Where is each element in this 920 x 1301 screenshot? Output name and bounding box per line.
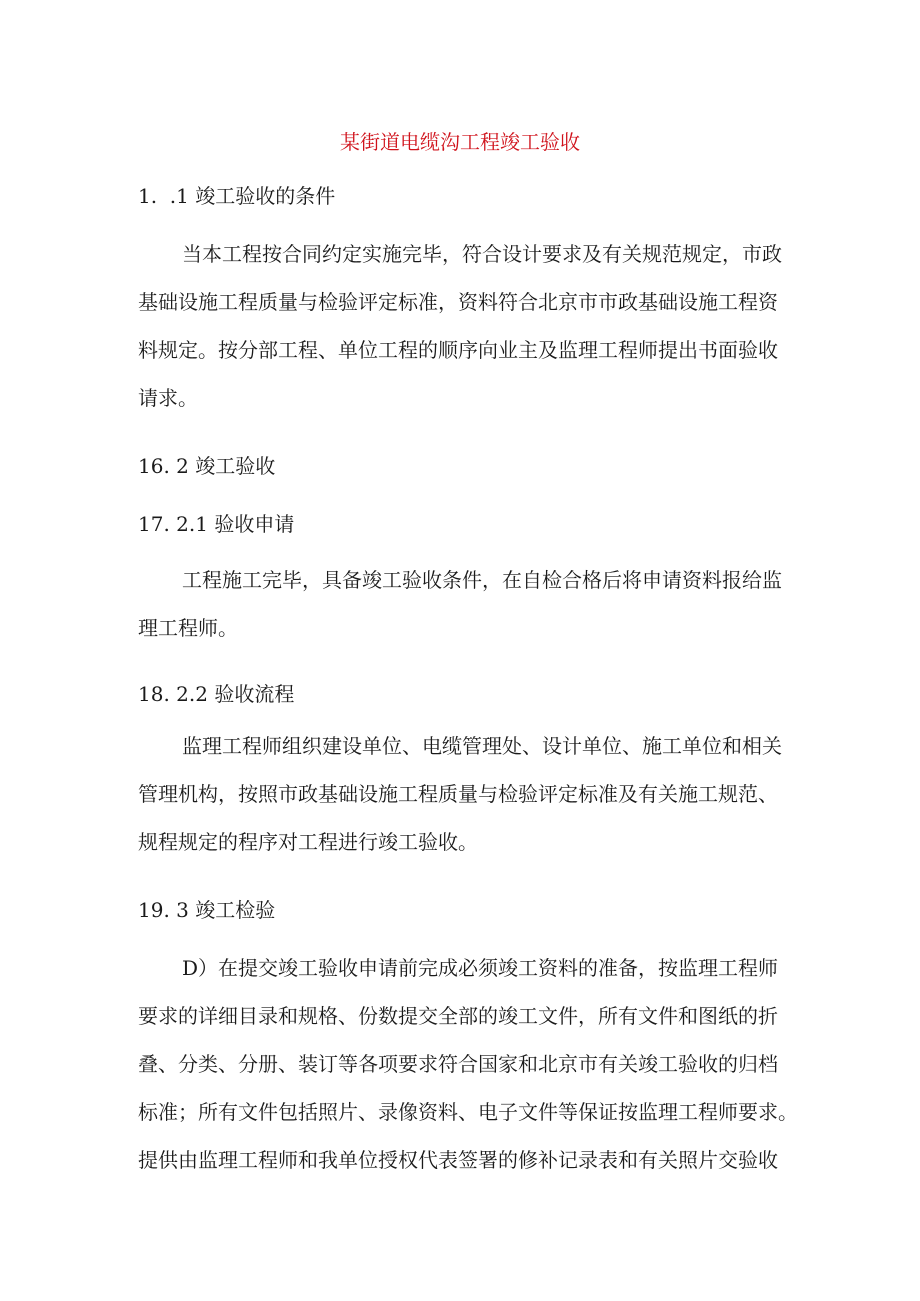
- paragraph-line: 规程规定的程序对工程进行竣工验收。: [138, 830, 478, 854]
- paragraph-acceptance-process: [138, 732, 798, 876]
- section-heading-acceptance-application: 17. 2.1 验收申请: [138, 512, 295, 536]
- paragraph-line: 提供由监理工程师和我单位授权代表签署的修补记录表和有关照片交验收: [138, 1148, 778, 1172]
- section-heading-completion-conditions: 1. .1 竣工验收的条件: [138, 184, 336, 208]
- paragraph-line: 叠、分类、分册、装订等各项要求符合国家和北京市有关竣工验收的归档: [138, 1052, 778, 1076]
- paragraph-line: 理工程师。: [138, 616, 238, 640]
- document-title: 某街道电缆沟工程竣工验收: [340, 130, 580, 154]
- paragraph-line: 请求。: [138, 386, 198, 410]
- paragraph-completion-inspection: [138, 954, 798, 1194]
- paragraph-acceptance-application: [138, 566, 798, 662]
- paragraph-line: 料规定。按分部工程、单位工程的顺序向业主及监理工程师提出书面验收: [138, 338, 778, 362]
- paragraph-line: 管理机构，按照市政基础设施工程质量与检验评定标准及有关施工规范、: [138, 782, 778, 806]
- paragraph-line: 监理工程师组织建设单位、电缆管理处、设计单位、施工单位和相关: [182, 734, 782, 758]
- paragraph-line: 基础设施工程质量与检验评定标准，资料符合北京市市政基础设施工程资: [138, 290, 778, 314]
- section-heading-acceptance-process: 18. 2.2 验收流程: [138, 682, 295, 706]
- paragraph-line: D）在提交竣工验收申请前完成必须竣工资料的准备，按监理工程师: [182, 956, 779, 980]
- section-heading-completion-acceptance: 16. 2 竣工验收: [138, 454, 276, 478]
- paragraph-line: 标准；所有文件包括照片、录像资料、电子文件等保证按监理工程师要求。: [138, 1100, 798, 1124]
- paragraph-line: 要求的详细目录和规格、份数提交全部的竣工文件，所有文件和图纸的折: [138, 1004, 778, 1028]
- paragraph-line: 工程施工完毕，具备竣工验收条件，在自检合格后将申请资料报给监: [182, 568, 782, 592]
- paragraph-line: 当本工程按合同约定实施完毕，符合设计要求及有关规范规定，市政: [182, 242, 782, 266]
- paragraph-completion-conditions: [138, 240, 798, 432]
- section-heading-completion-inspection: 19. 3 竣工检验: [138, 898, 276, 922]
